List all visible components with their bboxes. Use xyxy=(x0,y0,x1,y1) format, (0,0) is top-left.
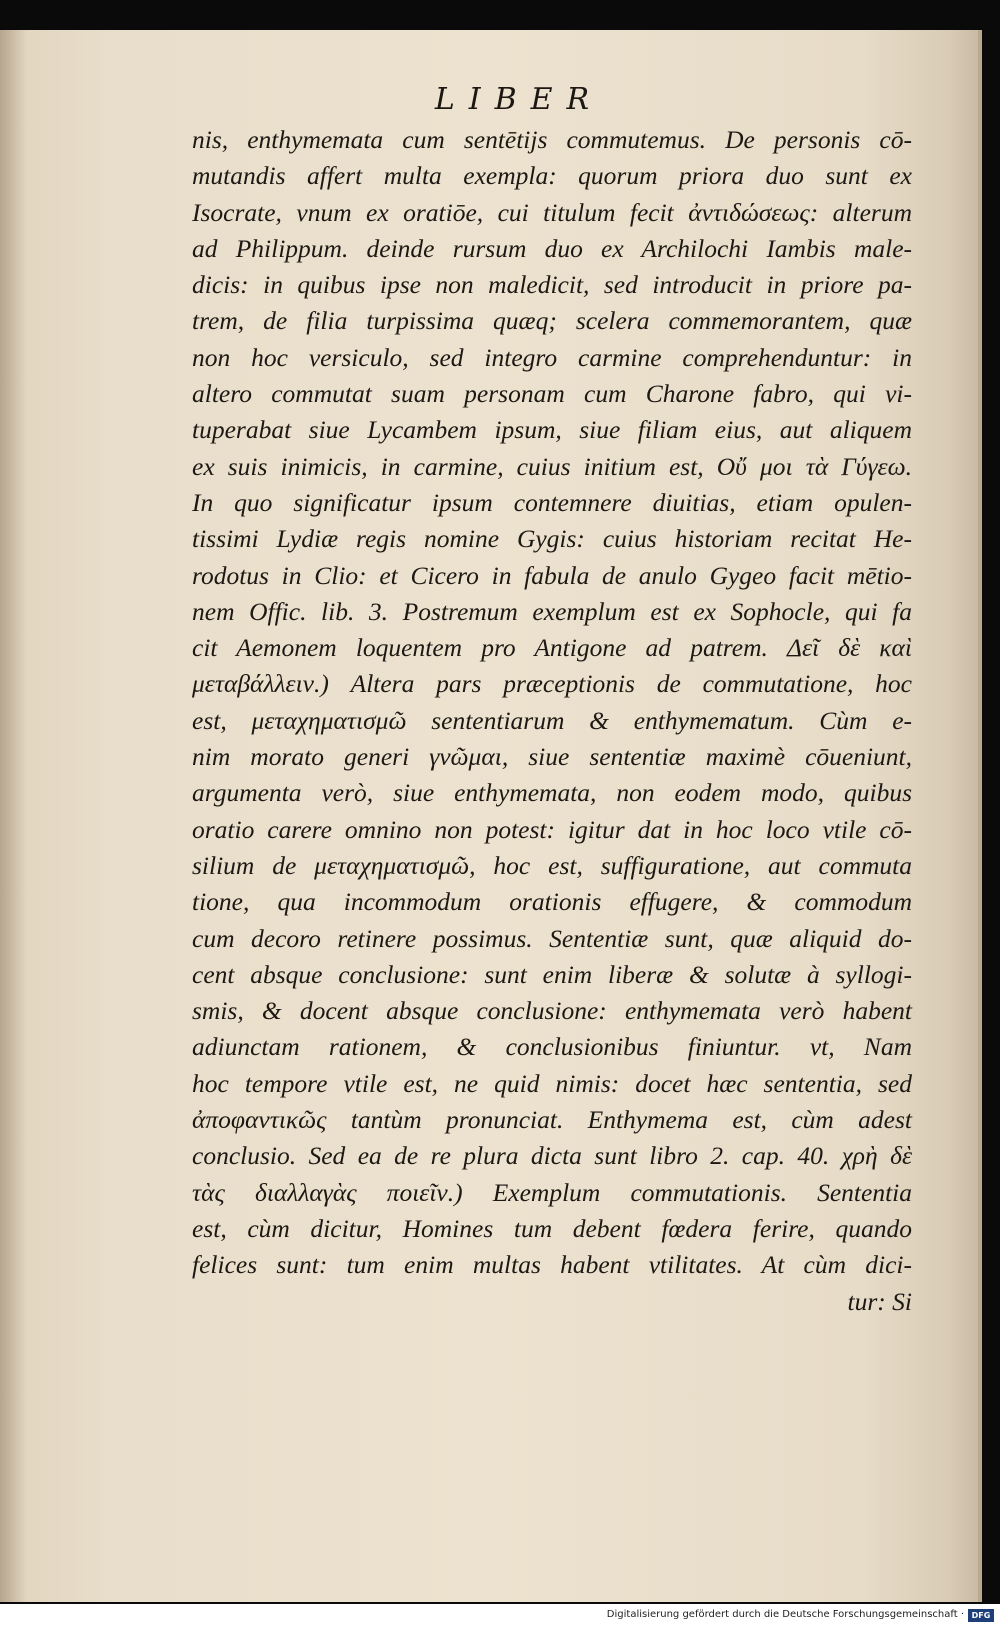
text-line: smis, & docent absque conclusione: enthymemata verò habent xyxy=(192,996,912,1026)
text-line: μεταβάλλειν.) Altera pars præceptionis de commutatione, hoc xyxy=(192,669,912,699)
text-line: trem, de filia turpissima quæq; scelera commemorantem, quæ xyxy=(192,306,912,336)
text-line: dicis: in quibus ipse non maledicit, sed introducit in priore pa- xyxy=(192,270,912,300)
text-line: ad Philippum. deinde rursum duo ex Archilochi Iambis male- xyxy=(192,233,912,263)
text-line: oratio carere omnino non potest: igitur dat in hoc loco vtile cō- xyxy=(192,814,912,844)
text-line: hoc tempore vtile est, ne quid nimis: docet hæc sententia, sed xyxy=(192,1068,912,1098)
text-line: In quo significatur ipsum contemnere diuitias, etiam opulen- xyxy=(192,487,912,517)
text-line: cit Aemonem loquentem pro Antigone ad patrem. Δεῖ δὲ καὶ xyxy=(192,633,912,663)
text-line: tur: Si xyxy=(847,1286,912,1316)
text-line: silium de μεταχηματισμῶ, hoc est, suffiguratione, aut commuta xyxy=(192,850,912,880)
funding-notice: Digitalisierung gefördert durch die Deutsche Forschungsgemeinschaft · xyxy=(606,1609,964,1620)
text-line: ἀποφαντικῶς tantùm pronunciat. Enthymema est, cùm adest xyxy=(192,1105,912,1135)
page-gutter xyxy=(0,30,26,1602)
dfg-logo: DFG xyxy=(968,1609,994,1622)
text-line: cum decoro retinere possimus. Sententiæ sunt, quæ aliquid do- xyxy=(192,923,912,953)
footer-bar xyxy=(0,1604,1000,1628)
text-line: non hoc versiculo, sed integro carmine comprehenduntur: in xyxy=(192,342,912,372)
text-line: est, cùm dicitur, Homines tum debent fœdera ferire, quando xyxy=(192,1213,912,1243)
body-text xyxy=(192,122,912,1320)
text-line: cent absque conclusione: sunt enim liberæ & solutæ à syllogi- xyxy=(192,959,912,989)
text-line: nis, enthymemata cum sentētijs commutemus. De personis cō- xyxy=(192,125,912,154)
text-line: tione, qua incommodum orationis effugere, & commodum xyxy=(192,887,912,917)
text-line: rodotus in Clio: et Cicero in fabula de anulo Gygeo facit mētio- xyxy=(192,560,912,590)
text-line: nem Offic. lib. 3. Postremum exemplum est ex Sophocle, qui fa xyxy=(192,596,912,626)
text-line: est, μεταχηματισμῶ sententiarum & enthymematum. Cùm e- xyxy=(192,705,912,735)
text-line: tissimi Lydiæ regis nomine Gygis: cuius historiam recitat He- xyxy=(192,524,912,554)
text-line: adiunctam rationem, & conclusionibus finiuntur. vt, Nam xyxy=(192,1032,912,1062)
text-line: felices sunt: tum enim multas habent vtilitates. At cùm dici- xyxy=(192,1250,912,1280)
text-line: conclusio. Sed ea de re plura dicta sunt libro 2. cap. 40. χρὴ δὲ xyxy=(192,1141,912,1171)
text-line: Isocrate, vnum ex oratiōe, cui titulum fecit ἀντιδώσεως: alterum xyxy=(192,197,912,227)
book-page xyxy=(0,30,982,1602)
text-line: nim morato generi γνῶμαι, siue sententiæ maximè cōueniunt, xyxy=(192,742,912,772)
text-line: altero commutat suam personam cum Charone fabro, qui vi- xyxy=(192,379,912,409)
text-line: mutandis affert multa exempla: quorum priora duo sunt ex xyxy=(192,161,912,191)
text-line: ex suis inimicis, in carmine, cuius initium est, Οὔ μοι τὰ Γύγεω. xyxy=(192,451,912,481)
text-line: argumenta verò, siue enthymemata, non eodem modo, quibus xyxy=(192,778,912,808)
text-line: τὰς διαλλαγὰς ποιεῖν.) Exemplum commutationis. Sententia xyxy=(192,1177,912,1207)
running-head: LIBER xyxy=(434,82,604,117)
text-line: tuperabat siue Lycambem ipsum, siue filiam eius, aut aliquem xyxy=(192,415,912,445)
